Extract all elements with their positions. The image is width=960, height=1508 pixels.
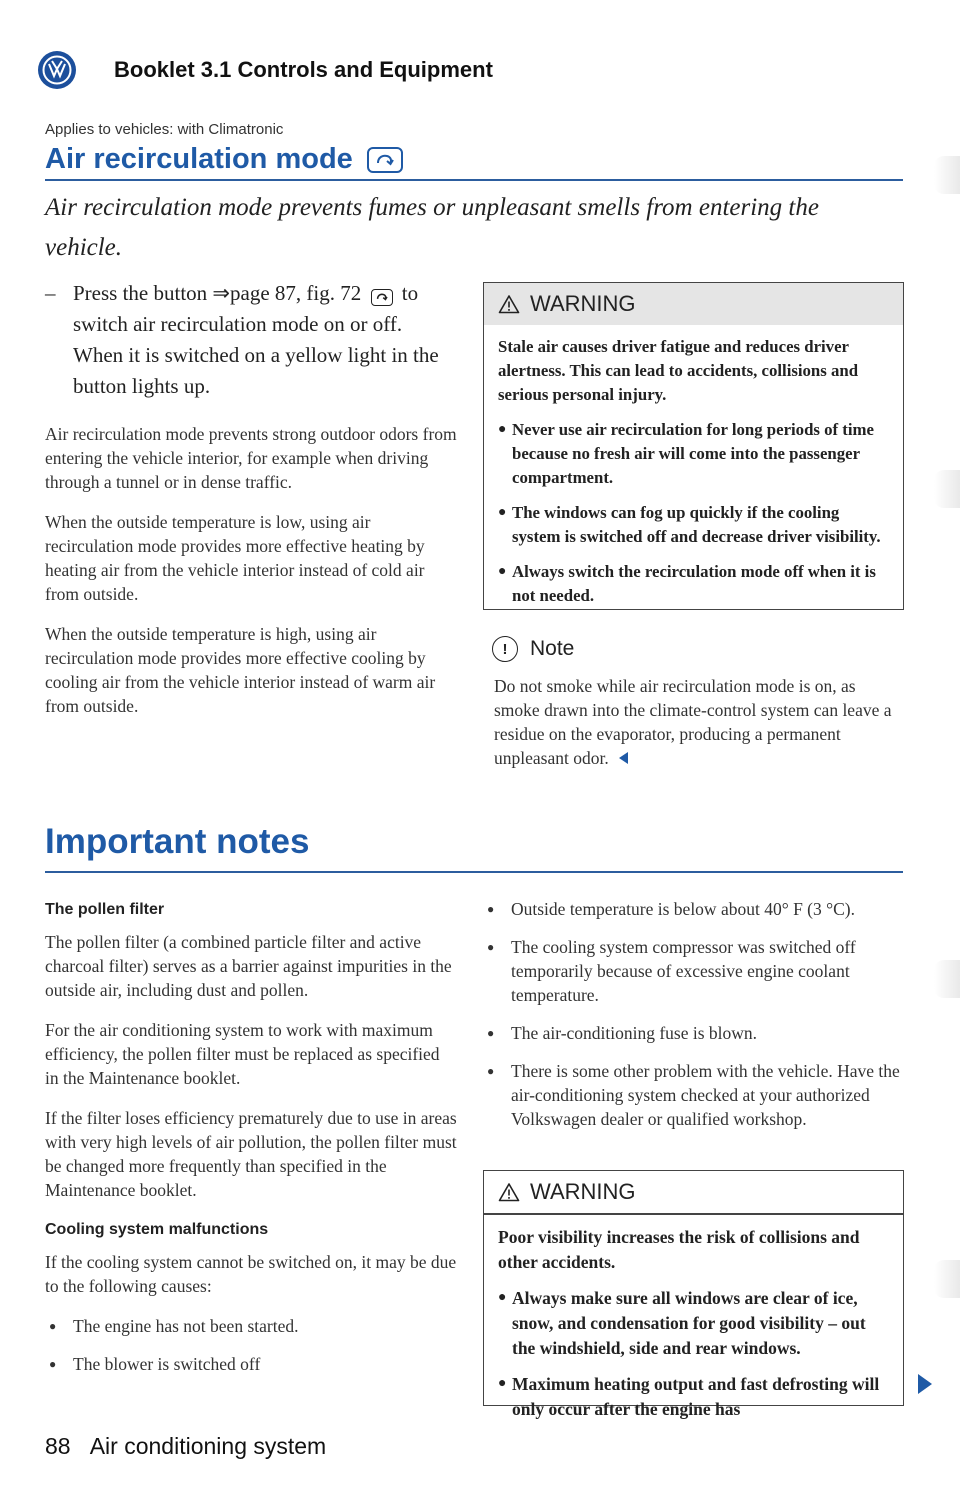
step-text-after: to switch air recirculation mode on or off. When it is switched on a yellow light in the button lights up. bbox=[73, 281, 439, 398]
warning-label: WARNING bbox=[530, 291, 636, 316]
bullet-dot: ● bbox=[498, 1289, 507, 1305]
pollen-filter-heading: The pollen filter bbox=[45, 901, 165, 918]
warning-box bbox=[483, 282, 904, 610]
page-footer bbox=[45, 1433, 326, 1460]
warning-bullet-text: Always switch the recirculation mode off when it is not needed. bbox=[512, 562, 876, 605]
left-column-lower bbox=[45, 898, 457, 1390]
vw-logo-icon bbox=[38, 51, 76, 89]
list-item-text: There is some other problem with the vehicle. Have the air-conditioning system checked at your authorized Volkswagen dealer or qualified workshop. bbox=[511, 1061, 900, 1129]
chapter-name: Air conditioning system bbox=[89, 1433, 327, 1459]
bullet-dot: ● bbox=[487, 940, 495, 954]
warning-bullet bbox=[498, 501, 889, 549]
section-title bbox=[45, 143, 403, 176]
booklet-title: Booklet 3.1 Controls and Equipment bbox=[114, 57, 493, 82]
recirculation-button-icon bbox=[371, 289, 393, 306]
bullet-dot: ● bbox=[498, 1375, 507, 1391]
important-notes-title: Important notes bbox=[45, 822, 310, 861]
warning-bullet bbox=[498, 1286, 889, 1361]
continue-arrow-icon bbox=[918, 1374, 932, 1394]
warning-bullet bbox=[498, 560, 889, 608]
warning-triangle-icon bbox=[498, 1182, 520, 1202]
warning-header bbox=[484, 1171, 903, 1213]
note-header bbox=[492, 636, 574, 662]
warning-bullet-text: Always make sure all windows are clear of ice, snow, and condensation for good visibility – out the windshield, side and rear windows. bbox=[512, 1287, 866, 1358]
section-intro: Air recirculation mode prevents fumes or unpleasant smells from entering the vehicle. bbox=[45, 194, 819, 261]
warning-bullet bbox=[498, 1372, 889, 1422]
right-column-lower bbox=[483, 897, 903, 1145]
applies-to: Applies to vehicles: with Climatronic bbox=[45, 121, 284, 138]
step-dash: – bbox=[45, 281, 56, 305]
step-text-before: Press the button bbox=[73, 281, 213, 305]
paragraph: If the filter loses efficiency prematurely due to use in areas with very high levels of air pollution, the pollen filter must be changed more frequently than specified in the Maintenance booklet. bbox=[45, 1108, 457, 1200]
bullet-dot: ● bbox=[498, 564, 507, 579]
bullet-dot: ● bbox=[498, 505, 507, 520]
bullet-dot: ● bbox=[487, 1064, 495, 1078]
section-title-text: Air recirculation mode bbox=[45, 143, 353, 175]
page-number: 88 bbox=[45, 1433, 71, 1459]
note-info-icon: ! bbox=[492, 636, 518, 662]
list-item-text: The blower is switched off bbox=[73, 1354, 261, 1374]
list-item bbox=[483, 897, 903, 921]
paragraph: For the air conditioning system to work with maximum efficiency, the pollen filter must be replaced as specified in the Maintenance booklet. bbox=[45, 1020, 440, 1088]
note-text: Do not smoke while air recirculation mode is on, as smoke drawn into the climate-control system can leave a residue on the evaporator, producing a permanent unpleasant odor. bbox=[494, 676, 892, 768]
left-column-upper bbox=[45, 278, 457, 734]
warning-body bbox=[484, 1215, 903, 1432]
paragraph: Air recirculation mode prevents strong outdoor odors from entering the vehicle interior, for example when driving through a tunnel or in dense traffic. bbox=[45, 424, 457, 492]
warning-body bbox=[484, 325, 903, 618]
warning-triangle-icon bbox=[498, 294, 520, 314]
bullet-dot: ● bbox=[498, 422, 507, 437]
cooling-heading: Cooling system malfunctions bbox=[45, 1221, 269, 1238]
list-item bbox=[45, 1314, 457, 1338]
paragraph-list bbox=[45, 422, 457, 718]
paragraph: When the outside temperature is high, using air recirculation mode provides more effective cooling by cooling air from the vehicle interior instead of warm air from outside. bbox=[45, 624, 436, 716]
note-label: Note bbox=[530, 637, 575, 660]
page-header bbox=[38, 50, 493, 90]
warning-bullet-text: Never use air recirculation for long periods of time because no fresh air will come into the passenger compartment. bbox=[512, 420, 874, 487]
list-item-text: The air-conditioning fuse is blown. bbox=[511, 1023, 758, 1043]
bullet-dot: ● bbox=[487, 902, 495, 916]
step-text bbox=[73, 278, 457, 402]
recirculation-icon bbox=[367, 147, 403, 173]
important-rule bbox=[45, 871, 903, 873]
paragraph: When the outside temperature is low, using air recirculation mode provides more effective heating by heating air from the vehicle interior instead of cold air from outside. bbox=[45, 512, 425, 604]
bullet-dot: ● bbox=[49, 1319, 57, 1333]
thumb-tab bbox=[934, 470, 960, 508]
thumb-tab bbox=[934, 1260, 960, 1298]
thumb-tab bbox=[934, 960, 960, 998]
page-reference-link[interactable]: ⇒page 87, fig. 72 bbox=[212, 281, 362, 305]
thumb-tab bbox=[934, 156, 960, 194]
bullet-dot: ● bbox=[487, 1026, 495, 1040]
list-item bbox=[483, 1021, 903, 1045]
note-body bbox=[494, 674, 904, 770]
list-item-text: The cooling system compressor was switched off temporarily because of excessive engine coolant temperature. bbox=[511, 937, 856, 1005]
warning-box bbox=[483, 1170, 904, 1419]
list-item-text: Outside temperature is below about 40° F (3 °C). bbox=[511, 899, 856, 919]
warning-header bbox=[484, 283, 903, 325]
warning-intro: Stale air causes driver fatigue and reduces driver alertness. This can lead to accidents, collisions and serious personal injury. bbox=[498, 337, 859, 404]
list-item bbox=[483, 1059, 903, 1131]
warning-bullet-text: Maximum heating output and fast defrosting will only occur after the engine has bbox=[512, 1373, 880, 1419]
section-rule bbox=[45, 179, 903, 181]
paragraph: If the cooling system cannot be switched on, it may be due to the following causes: bbox=[45, 1252, 457, 1296]
warning-label: WARNING bbox=[530, 1179, 636, 1204]
warning-intro: Poor visibility increases the risk of collisions and other accidents. bbox=[498, 1226, 860, 1272]
instruction-step bbox=[45, 278, 457, 402]
list-item bbox=[483, 935, 903, 1007]
warning-bullet bbox=[498, 418, 889, 490]
warning-bullet-text: The windows can fog up quickly if the cooling system is switched off and decrease driver visibility. bbox=[512, 503, 881, 546]
end-of-section-icon bbox=[617, 751, 629, 765]
list-item bbox=[45, 1352, 457, 1376]
list-item-text: The engine has not been started. bbox=[73, 1316, 299, 1336]
bullet-dot: ● bbox=[49, 1357, 57, 1371]
paragraph: The pollen filter (a combined particle filter and active charcoal filter) serves as a barrier against impurities in the outside air, including dust and pollen. bbox=[45, 932, 452, 1000]
